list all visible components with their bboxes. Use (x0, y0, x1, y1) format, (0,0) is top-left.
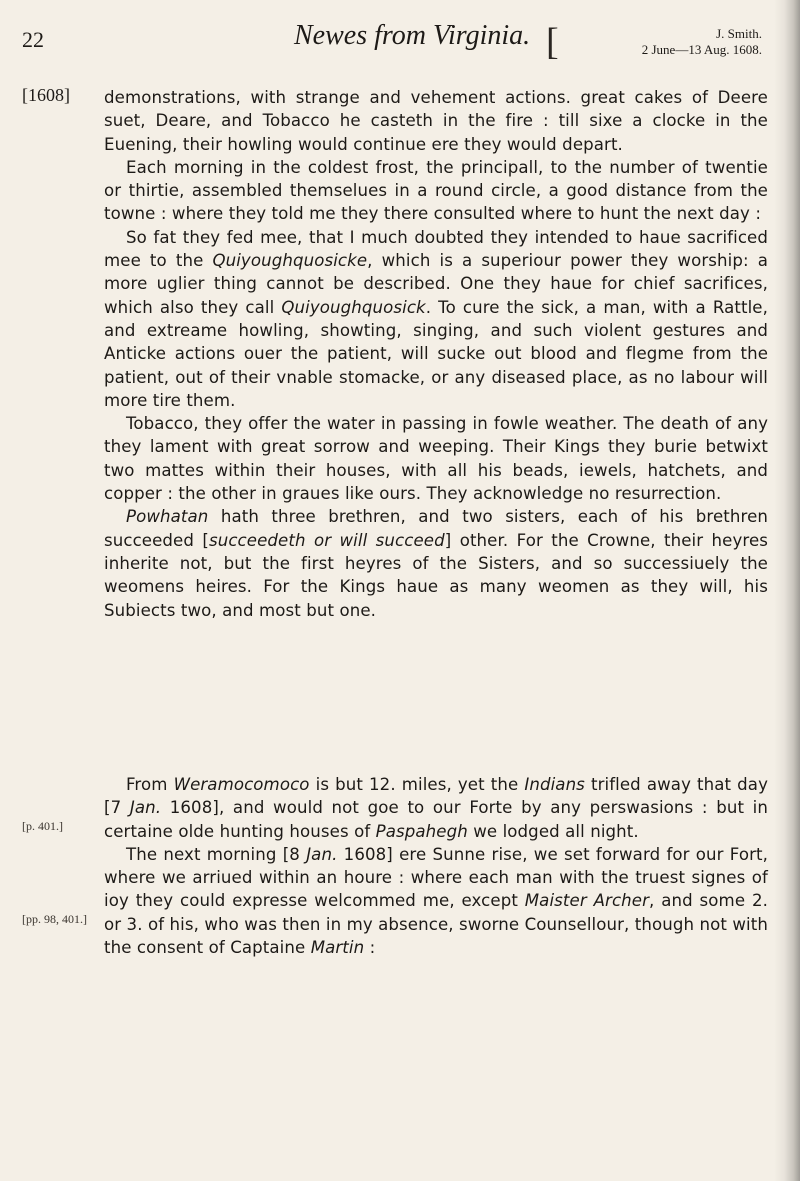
text-run: : (364, 938, 376, 958)
text-run: From (126, 775, 174, 794)
paragraph (104, 843, 768, 959)
text-run: 1608], and would not goe to our Forte by any perswasions : but in certaine olde hunting houses of (104, 798, 769, 841)
bracket-icon: [ (546, 21, 559, 63)
body-text (104, 86, 768, 622)
italic-text: Jan. (129, 798, 162, 818)
margin-reference: [pp. 98, 401.] (22, 912, 87, 926)
year-marker: [1608] (22, 85, 70, 105)
text-run: , and some 2. or 3. of his, who was then in my absence, sworne Counsellour, though not with the consent of Captaine (104, 891, 768, 958)
italic-text: Paspahegh (375, 821, 468, 841)
text-run: hath three brethren, and two sisters, each of his brethren succeeded [ (104, 507, 768, 550)
paragraph (104, 505, 768, 621)
italic-text: Martin (310, 938, 365, 958)
paragraph (104, 86, 768, 156)
italic-text: Powhatan (126, 507, 209, 527)
text-run: 1608] ere Sunne rise, we set forward for our Fort, where we arriued within an houre : where each man with the truest signes of ioy they could expresse welcommed me, except (104, 844, 769, 911)
text-run: So fat they fed mee, that I much doubted they intended to haue sacrificed mee to the (104, 227, 768, 271)
text-run: . To cure the sick, a man, with a Rattle, and extreame howling, showting, singing, and such violent gestures and Anticke actions ouer the patient, will sucke out blood and flegme from the patient, out of their vnable stomacke, or any diseased place, as no labour will more tire them. (104, 297, 768, 410)
italic-text: Maister Archer (524, 891, 650, 911)
italic-text: Quiyoughquosicke (212, 251, 368, 271)
text-run: Each morning in the coldest frost, the principall, to the number of twentie or thirtie, assembled themselues in a round circle, a good distance from the towne : where they told me they there consulted where to hunt the next day : (104, 157, 768, 224)
text-run: is but 12. miles, yet the (309, 775, 525, 794)
text-run: , which is a superiour power they worship: a more uglier thing cannot be described. One they haue for chief sacrifices, which also they call (104, 251, 768, 317)
running-title: Newes from Virginia. (294, 20, 531, 51)
italic-text: succeedeth or will succeed (208, 530, 445, 550)
page-edge-shadow (774, 0, 800, 1181)
page-header (22, 18, 762, 68)
paragraph (104, 226, 768, 412)
text-run: The next morning [8 (126, 844, 307, 864)
italic-text: Jan. (306, 844, 338, 864)
header-dates: 2 June—13 Aug. 1608. (641, 42, 762, 57)
page-number: 22 (22, 27, 44, 52)
italic-text: Quiyoughquosick (281, 297, 426, 317)
header-author: J. Smith. (716, 26, 762, 41)
italic-text: Weramocomoco (173, 775, 310, 794)
text-run: ] other. For the Crowne, their heyres inherite not, but the first heyres of the Sisters, and so successiuely the weomens heires. For the Kings haue as many weomen as they will, his Subiects two, and most but one. (104, 530, 769, 620)
text-run: trifled away that day [7 (104, 775, 768, 818)
italic-text: Indians (524, 775, 585, 794)
body-text-continued (104, 773, 768, 959)
paragraph (104, 156, 768, 226)
margin-reference: [p. 401.] (22, 819, 63, 833)
text-run: demonstrations, with strange and vehement actions. great cakes of Deere suet, Deare, and Tobacco he casteth in the fire : till sixe a clocke in the Euening, their howling would continue ere they would depart. (104, 88, 768, 154)
paragraph (104, 773, 768, 843)
paragraph (104, 412, 768, 505)
text-run: Tobacco, they offer the water in passing in fowle weather. The death of any they lament with great sorrow and weeping. Their Kings they burie betwixt two mattes within their houses, with all his beads, iewels, hatchets, and copper : the other in graues like ours. They acknowledge no resurrection. (104, 414, 768, 504)
text-run: we lodged all night. (467, 821, 639, 841)
header-side-note (546, 21, 762, 63)
